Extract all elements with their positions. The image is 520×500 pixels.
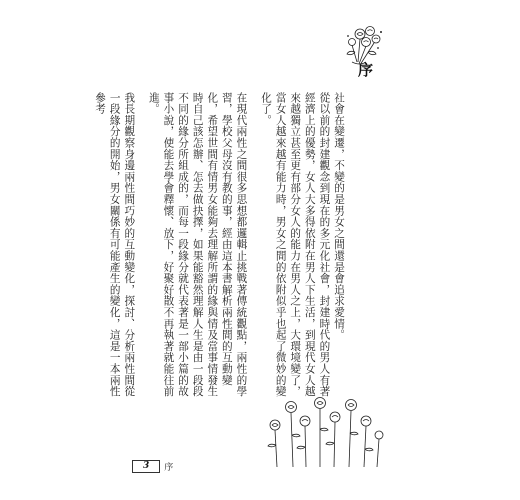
footer-label: 序 <box>164 462 174 473</box>
paragraph: 從以前的封建觀念到現在的多元化社會，封建時代的男人有著經濟上的優勢，女人大多得依附在男人下生活，到現代女人越來越獨立甚至更有部分女人的能力在男人之上，大環境變了，當女人越來越有能力時，男女之間的依附似乎也起了微妙的變化了。 <box>260 92 331 398</box>
paragraph: 社會在變遷，不變的是男女之間還是會追求愛情。 <box>333 92 345 341</box>
body-text <box>83 92 347 404</box>
paragraph: 在現代兩性之間很多思想都邏輯止挑戰著傳統觀點，兩性的學習，學校父母沒有教的事，經由這本書解析兩性間的互動變化，希望世間有情男女能夠去理解所謂的緣與情及當事情發生時自己該怎辦、怎去做抉擇，如果能豁然理解人生是由一段段不同的緣分所組成的，而每一段緣分就代表著是一部小篇的故事小說，使能去學會釋懷、放下，好聚好散不再執著就能往前進。 <box>147 92 248 398</box>
paragraph: 我長期觀察身邊兩性間巧妙的互動變化，探討、分析兩性間從一段緣分的開始，男女關係有可能產生的變化，這是一本兩性參考 <box>94 92 136 398</box>
rose-stems-icon <box>265 395 385 467</box>
page-number: 3 <box>132 460 160 473</box>
page-title: 序 <box>358 61 374 79</box>
page-footer <box>132 459 173 473</box>
